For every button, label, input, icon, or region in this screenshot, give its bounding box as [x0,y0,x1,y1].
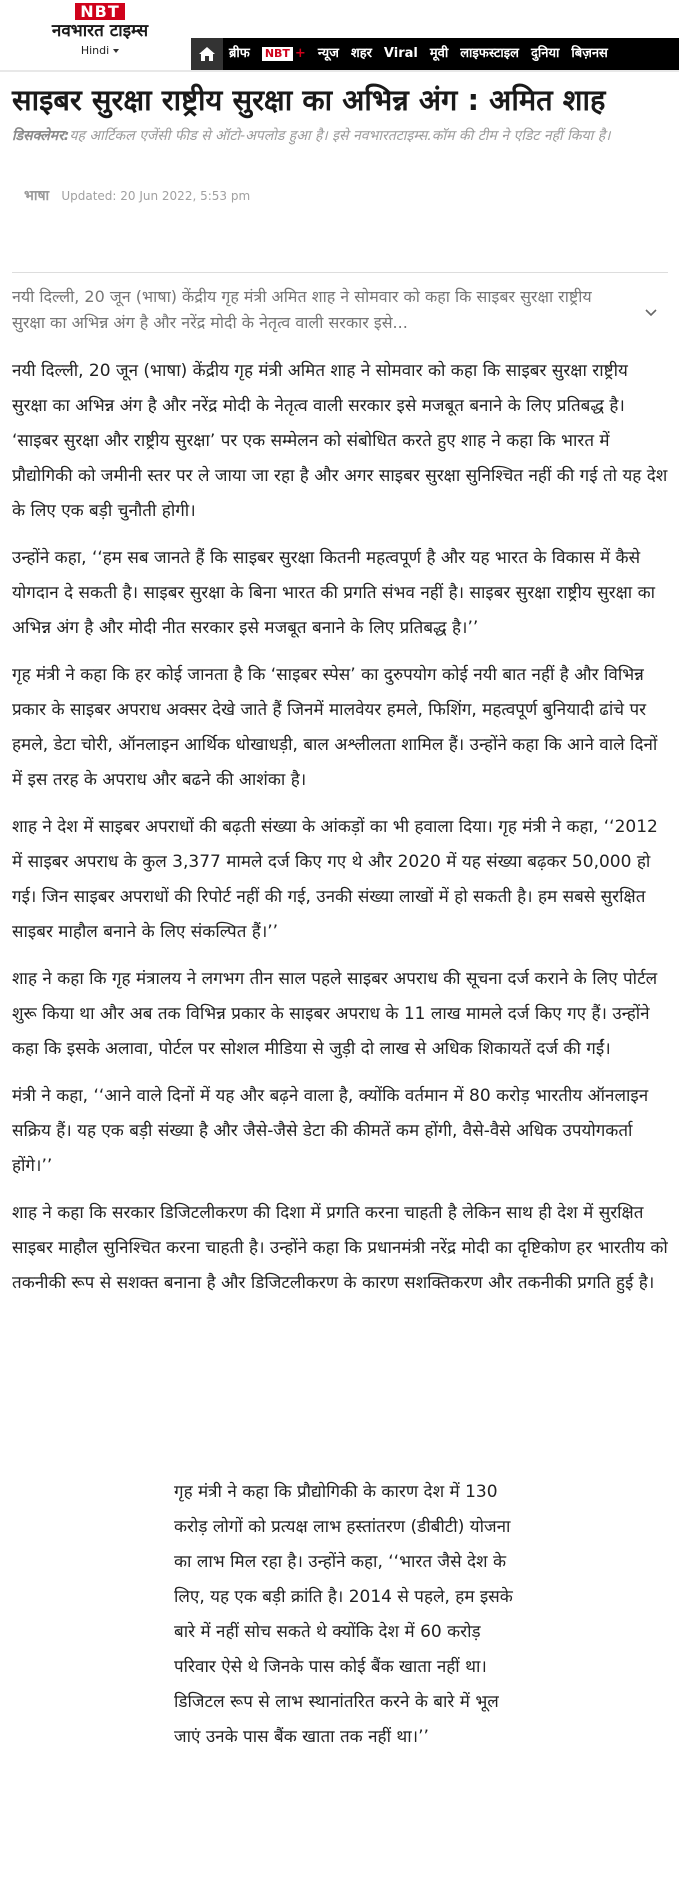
nav-nbt-badge: NBT [262,47,293,61]
chevron-down-icon[interactable] [644,306,658,320]
article-body [12,354,668,1301]
disclaimer-label: डिसक्लेमर: [12,128,70,144]
disclaimer [12,126,662,146]
logo-name: नवभारत टाइम्स [51,21,149,41]
article-title: साइबर सुरक्षा राष्ट्रीय सुरक्षा का अभिन्न अंग : अमित शाह [12,83,606,117]
article-summary[interactable]: नयी दिल्ली, 20 जून (भाषा) केंद्रीय गृह मंत्री अमित शाह ने सोमवार को कहा कि साइबर सुरक्षा राष्ट्रीय सुरक्षा का अभिन्न अंग है और नरेंद्र मोदी के नेतृत्व वाली सरकार इसे... [12,287,592,332]
logo-nbt-badge: NBT [75,3,125,20]
nav-item-lifestyle[interactable]: लाइफस्टाइल [460,46,519,61]
nav-item-nbt-plus[interactable] [256,38,312,70]
site-logo[interactable] [30,2,170,64]
nav-item-viral[interactable]: Viral [383,46,418,61]
nav-item-news[interactable]: न्यूज [317,46,339,61]
nav-home-button[interactable] [191,38,223,70]
header-divider [0,70,679,72]
body-paragraph: उन्होंने कहा, ‘‘हम सब जानते हैं कि साइबर सुरक्षा कितनी महत्वपूर्ण है और यह भारत के विकास में कैसे योगदान दे सकती है। साइबर सुरक्षा के बिना भारत की प्रगति संभव नहीं है। साइबर सुरक्षा राष्ट्रीय सुरक्षा का अभिन्न अंग है और मोदी नीत सरकार इसे मजबूत बनाने के लिए प्रतिबद्ध है।’’ [12,548,656,638]
main-nav [191,38,679,70]
body-paragraph: शाह ने कहा कि गृह मंत्रालय ने लगभग तीन साल पहले साइबर अपराध की सूचना दर्ज कराने के लिए पोर्टल शुरू किया था और अब तक विभिन्न प्रकार के साइबर अपराध के 11 लाख मामले दर्ज किए गए हैं। उन्होंने कहा कि इसके अलावा, पोर्टल पर सोशल मीडिया से जुड़ी दो लाख से अधिक शिकायतें दर्ज की गईं। [12,969,658,1059]
nav-item-movie[interactable]: मूवी [429,46,449,61]
body-paragraph: नयी दिल्ली, 20 जून (भाषा) केंद्रीय गृह मंत्री अमित शाह ने सोमवार को कहा कि साइबर सुरक्षा राष्ट्रीय सुरक्षा का अभिन्न अंग है और नरेंद्र मोदी के नेतृत्व वाली सरकार इसे मजबूत बनाने के लिए प्रतिबद्ध है। [12,361,628,416]
nav-item-brief[interactable]: ब्रीफ [229,46,250,61]
body-paragraph: गृह मंत्री ने कहा कि हर कोई जानता है कि ‘साइबर स्पेस’ का दुरुपयोग कोई नयी बात नहीं है और विभिन्न प्रकार के साइबर अपराध अक्सर देखे जाते हैं जिनमें मालवेयर हमले, फिशिंग, महत्वपूर्ण बुनियादी ढांचे पर हमले, डेटा चोरी, ऑनलाइन आर्थिक धोखाधड़ी, बाल अश्लीलता शामिल हैं। उन्होंने कहा कि आने वाले दिनों में इस तरह के अपराध और बढने की आशंका है। [12,665,658,790]
body-paragraph: ‘साइबर सुरक्षा और राष्ट्रीय सुरक्षा’ पर एक सम्मेलन को संबोधित करते हुए शाह ने कहा कि भारत में प्रौद्योगिकी को जमीनी स्तर पर ले जाया जा रहा है और अगर साइबर सुरक्षा सुनिश्चित नहीं की गई तो यह देश के लिए एक बड़ी चुनौती होगी। [12,431,668,521]
byline [24,186,250,205]
language-selector[interactable]: Hindi [30,44,170,58]
home-icon [199,47,215,61]
summary-divider [12,272,668,273]
body-paragraph: शाह ने देश में साइबर अपराधों की बढ़ती संख्या के आंकड़ों का भी हवाला दिया। गृह मंत्री ने कहा, ‘‘2012 में साइबर अपराध के कुल 3,377 मामले दर्ज किए गए थे और 2020 में यह संख्या बढ़कर 50,000 हो गई। जिन साइबर अपराधों की रिपोर्ट नहीं की गई, उनकी संख्या लाखों में हो सकती है। हम सबसे सुरक्षित साइबर माहौल बनाने के लिए संकल्पित हैं।’’ [12,817,658,942]
nav-item-world[interactable]: दुनिया [531,46,560,61]
nav-item-city[interactable]: शहर [350,46,372,61]
site-header [0,0,679,70]
indented-paragraph: गृह मंत्री ने कहा कि प्रौद्योगिकी के कारण देश में 130 करोड़ लोगों को प्रत्यक्ष लाभ हस्तांतरण (डीबीटी) योजना का लाभ मिल रहा है। उन्होंने कहा, ‘‘भारत जैसे देश के लिए, यह एक बड़ी क्रांति है। 2014 से पहले, हम इसके बारे में नहीं सोच सकते थे क्योंकि देश में 60 करोड़ परिवार ऐसे थे जिनके पास कोई बैंक खाता नहीं था। डिजिटल रूप से लाभ स्थानांतरित करने के बारे में भूल जाएं उनके पास बैंक खाता तक नहीं था।’’ [174,1482,513,1747]
nav-plus-symbol: + [294,46,306,61]
disclaimer-text: यह आर्टिकल एजेंसी फीड से ऑटो-अपलोड हुआ है। इसे नवभारतटाइम्स.कॉम की टीम ने एडिट नहीं किया है। [69,128,611,144]
updated-timestamp: Updated: 20 Jun 2022, 5:53 pm [61,189,251,203]
nav-item-business[interactable]: बिज़नस [571,46,608,61]
agency-name[interactable]: भाषा [24,188,50,204]
body-paragraph: शाह ने कहा कि सरकार डिजिटलीकरण की दिशा में प्रगति करना चाहती है लेकिन साथ ही देश में सुरक्षित साइबर माहौल सुनिश्चित करना चाहती है। उन्होंने कहा कि प्रधानमंत्री नरेंद्र मोदी का दृष्टिकोण हर भारतीय को तकनीकी रूप से सशक्त बनाना है और डिजिटलीकरण के कारण सशक्तिकरण और तकनीकी प्रगति हुई है। [12,1203,668,1293]
body-paragraph: मंत्री ने कहा, ‘‘आने वाले दिनों में यह और बढ़ने वाला है, क्योंकि वर्तमान में 80 करोड़ भारतीय ऑनलाइन सक्रिय हैं। यह एक बड़ी संख्या है और जैसे-जैसे डेटा की कीमतें कम होंगी, वैसे-वैसे अधिक उपयोगकर्ता होंगे।’’ [12,1086,649,1176]
